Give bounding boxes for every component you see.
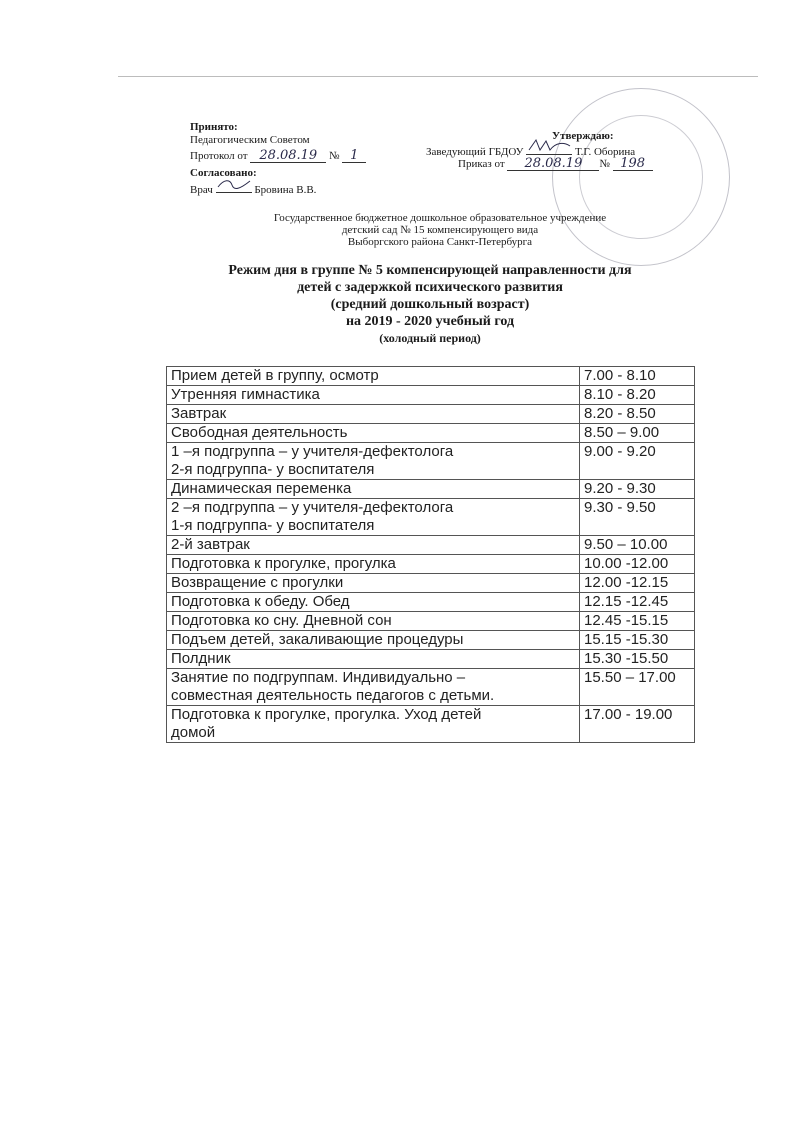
schedule-table xyxy=(166,366,695,743)
time-cell: 15.30 -15.50 xyxy=(580,650,695,669)
document-title: Режим дня в группе № 5 компенсирующей направленности для детей с задержкой психического развития (средний дошкольный возраст) на 2019 - 2020 учебный год (холодный период) xyxy=(228,263,632,345)
activity-cell: Подъем детей, закаливающие процедуры xyxy=(167,631,580,650)
time-cell: 12.45 -15.15 xyxy=(580,612,695,631)
activity-cell: Занятие по подгруппам. Индивидуально – совместная деятельность педагогов с детьми. xyxy=(167,669,580,706)
accepted-title: Принято: xyxy=(190,121,238,133)
table-row xyxy=(167,612,695,631)
time-cell: 9.00 - 9.20 xyxy=(580,443,695,480)
time-cell: 15.50 – 17.00 xyxy=(580,669,695,706)
activity-cell: Завтрак xyxy=(167,405,580,424)
activity-cell: Прием детей в группу, осмотр xyxy=(167,367,580,386)
activity-cell: Подготовка к прогулке, прогулка. Уход детей домой xyxy=(167,706,580,743)
activity-cell: Динамическая переменка xyxy=(167,480,580,499)
activity-cell: Свободная деятельность xyxy=(167,424,580,443)
table-row xyxy=(167,593,695,612)
table-row xyxy=(167,405,695,424)
time-cell: 9.20 - 9.30 xyxy=(580,480,695,499)
time-cell: 12.00 -12.15 xyxy=(580,574,695,593)
agreed-title: Согласовано: xyxy=(190,167,257,179)
table-row xyxy=(167,499,695,536)
activity-cell: 2 –я подгруппа – у учителя-дефектолога 1-я подгруппа- у воспитателя xyxy=(167,499,580,536)
time-cell: 10.00 -12.00 xyxy=(580,555,695,574)
head-signature xyxy=(526,143,572,155)
time-cell: 7.00 - 8.10 xyxy=(580,367,695,386)
order-line: Приказ от 28.08.19 № 198 xyxy=(458,157,653,171)
table-row xyxy=(167,706,695,743)
time-cell: 8.10 - 8.20 xyxy=(580,386,695,405)
table-row xyxy=(167,536,695,555)
table-row xyxy=(167,631,695,650)
activity-cell: Подготовка к прогулке, прогулка xyxy=(167,555,580,574)
head-line: Заведующий ГБДОУ Т.Г. Оборина xyxy=(426,143,635,159)
protocol-number: 1 xyxy=(342,149,366,163)
activity-cell: 1 –я подгруппа – у учителя-дефектолога 2-я подгруппа- у воспитателя xyxy=(167,443,580,480)
table-row xyxy=(167,443,695,480)
order-number: 198 xyxy=(613,157,653,171)
doctor-signature xyxy=(216,181,252,193)
approve-title: Утверждаю: xyxy=(552,130,614,142)
organization-name: Государственное бюджетное дошкольное образовательное учреждение детский сад № 15 компенсирующего вида Выборгского района Санкт-Петербурга xyxy=(273,212,607,248)
table-row xyxy=(167,386,695,405)
activity-cell: Утренняя гимнастика xyxy=(167,386,580,405)
table-row xyxy=(167,669,695,706)
council-label: Педагогическим Советом xyxy=(190,134,310,146)
scan-edge xyxy=(118,76,758,77)
doctor-line: Врач Бровина В.В. xyxy=(190,181,316,197)
time-cell: 9.30 - 9.50 xyxy=(580,499,695,536)
activity-cell: 2-й завтрак xyxy=(167,536,580,555)
time-cell: 17.00 - 19.00 xyxy=(580,706,695,743)
table-row xyxy=(167,367,695,386)
table-row xyxy=(167,650,695,669)
time-cell: 8.50 – 9.00 xyxy=(580,424,695,443)
order-date: 28.08.19 xyxy=(507,157,599,171)
time-cell: 12.15 -12.45 xyxy=(580,593,695,612)
activity-cell: Возвращение с прогулки xyxy=(167,574,580,593)
activity-cell: Подготовка ко сну. Дневной сон xyxy=(167,612,580,631)
time-cell: 9.50 – 10.00 xyxy=(580,536,695,555)
table-row xyxy=(167,555,695,574)
table-row xyxy=(167,424,695,443)
activity-cell: Подготовка к обеду. Обед xyxy=(167,593,580,612)
time-cell: 15.15 -15.30 xyxy=(580,631,695,650)
table-row xyxy=(167,480,695,499)
protocol-date: 28.08.19 xyxy=(250,149,326,163)
table-row xyxy=(167,574,695,593)
time-cell: 8.20 - 8.50 xyxy=(580,405,695,424)
activity-cell: Полдник xyxy=(167,650,580,669)
protocol-line: Протокол от 28.08.19 № 1 xyxy=(190,149,366,163)
